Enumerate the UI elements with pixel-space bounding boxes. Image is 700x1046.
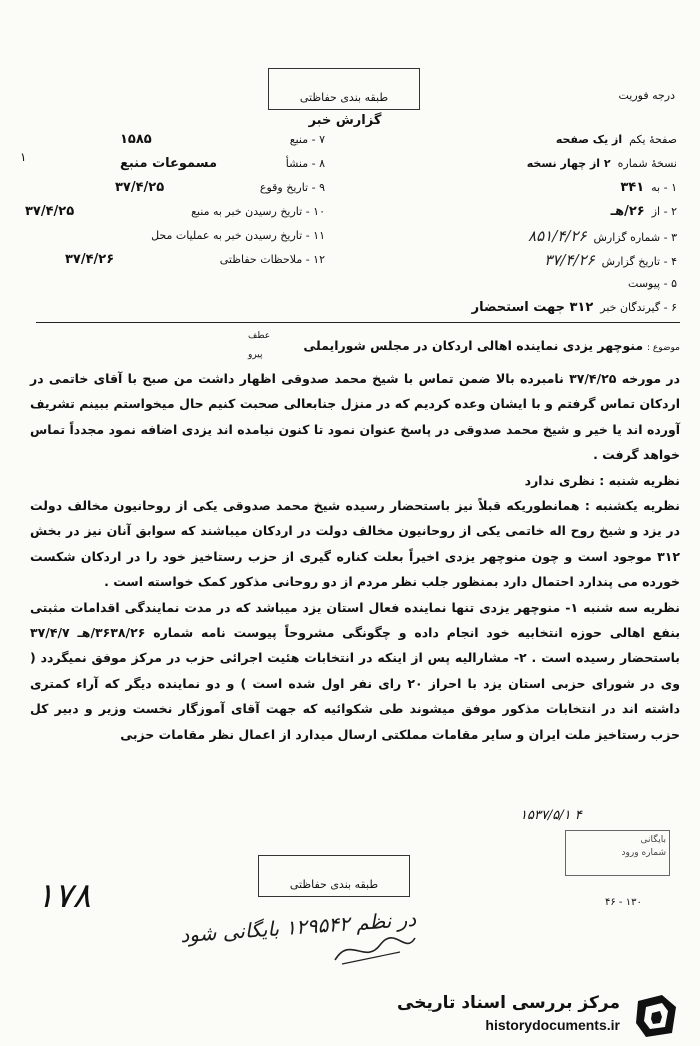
field-row <box>425 272 677 296</box>
field-row <box>20 200 325 224</box>
receipt-stamp <box>565 830 670 876</box>
handwritten-note: در نظم ۱۲۹۵۴۲ بایگانی شود <box>179 906 417 948</box>
page-number: ۱۷۸ <box>36 876 91 916</box>
classification-label: طبقه بندی حفاظتی <box>299 91 389 104</box>
field-row <box>20 176 325 200</box>
field-value: ۳۷/۴/۲۶ <box>65 252 115 267</box>
receipt-line-2: شماره ورود <box>621 848 666 858</box>
left-fields <box>20 128 325 272</box>
report-body <box>30 366 680 747</box>
field-row <box>425 296 677 320</box>
document-title: گزارش خبر <box>308 113 382 128</box>
field-value: ۳۴۱ <box>620 180 645 195</box>
priority-label: درجه فوریت <box>618 89 675 102</box>
date-stamp: ۱۵۳۷/۵/۱ ۴ <box>520 808 582 823</box>
field-row <box>425 128 677 152</box>
field-row <box>20 224 325 248</box>
paragraph-sunday: نظریه یکشنبه : همانطوریکه قبلاً نیز باستحضار رسیده شیخ محمد صدوقی یکی از روحانیون مخالف دولت در یزد و شیخ روح اله خاتمی یکی از روحانیون مخالف دولت در اردکان میباشند که سوابق آنان نیز در بخش ۳۱۲ موجود است و چون منوچهر یزدی اخیراً بعلت کناره گیری از حزب رستاخیز خود را در اردکان شکست خورده می پندارد احتمال دارد بمنظور جلب نظر مردم از دو روحانی مذکور کمک خواسته است . <box>30 498 680 590</box>
subject-text: منوچهر یزدی نماینده اهالی اردکان در مجلس شورایملی <box>303 338 644 353</box>
field-row <box>425 248 677 272</box>
subject-annot-top: عطف <box>248 331 271 341</box>
classification-stamp-top <box>268 68 420 110</box>
field-label: ۱۲ - ملاحظات حفاظتی <box>219 253 325 266</box>
reference-number: ۴۶ - ۱۳۰ <box>605 897 642 908</box>
field-label: نسخهٔ شماره <box>617 157 677 170</box>
paragraph-1: در مورخه ۳۷/۴/۲۵ نامبرده بالا ضمن تماس با شیخ محمد صدوقی اظهار داشت من صبح با آقای خاتمی در اردکان تماس گرفتم و با ایشان وعده کردیم که در منزل جنابعالی صحبت کنیم حال میخواستم ببینم تشریف آورده اند یا خیر و شیخ محمد صدوقی در پاسخ عنوان نمود تا کنون نیامده اند یزدی اضافه نمود مجدداً تماس خواهد گرفت . <box>30 371 680 463</box>
field-label: ۱ - به <box>651 181 677 194</box>
field-value: ۳۷/۴/۲۵ <box>25 204 75 219</box>
paragraph-tuesday: نظریه سه شنبه ۱- منوچهر یزدی تنها نماینده فعال استان یزد میباشد که در مدت نمایندگی اقدامات مثبتی بنفع اهالی حوزه انتخابیه خود انجام داده و چگونگی مشروحاً پیوست نامه شماره ۳۶۳۸/۲۶/هـ ۳۷/۴/۷ باستحضار رسیده است . ۲- مشارالیه پس از اینکه در انتخابات هئیت اجرائی حزب در مرکز موفق نمیگردد ( وی در شورای حزبی استان یزد با احراز ۲۰ رای نفر اول شده است ) و دو نماینده دیگر که آراء کمتری داشته اند در انتخابات مذکور موفق میشوند طی شکوائیه که جهت آقای آموزگار نخست وزیر و دبیر کل حزب رستاخیز ملت ایران و سایر مقامات مملکتی ارسال میدارد از اعمال نظر مقامات حزبی <box>30 599 681 742</box>
field-value: ۲۶/هـ <box>610 204 645 219</box>
field-label: ۲ - از <box>651 205 677 218</box>
right-fields <box>425 128 677 320</box>
field-value: مسموعات منبع <box>120 156 218 171</box>
field-label: ۱۱ - تاریخ رسیدن خبر به عملیات محل <box>151 229 325 242</box>
subject-label: موضوع : <box>646 343 680 353</box>
subject-line <box>240 338 680 353</box>
field-value: ۸۵۱/۴/۲۶ <box>528 227 587 245</box>
field-row <box>20 128 325 152</box>
field-label: ۱۰ - تاریخ رسیدن خبر به منبع <box>191 205 325 218</box>
field-row <box>20 152 325 176</box>
field-row <box>20 248 325 272</box>
watermark <box>397 991 690 1039</box>
header-divider <box>36 322 680 323</box>
field-row <box>425 224 677 248</box>
archive-logo-icon <box>632 993 682 1039</box>
receipt-line-1: بایگانی <box>640 835 666 845</box>
field-value: ۲ از چهار نسخه <box>526 157 611 170</box>
field-label: ۷ - منبع <box>289 133 325 146</box>
watermark-url: historydocuments.ir <box>485 1017 620 1033</box>
signature-scribble <box>330 930 420 970</box>
field-label: ۹ - تاریخ وقوع <box>259 181 325 194</box>
field-row <box>425 176 677 200</box>
field-label: ۶ - گیرندگان خبر <box>600 301 677 314</box>
paragraph-saturday: نظریه شنبه : نظری ندارد <box>524 472 680 488</box>
field-row <box>425 200 677 224</box>
classification-stamp-bottom <box>258 855 410 897</box>
field-label: ۸ - منشأ <box>285 157 325 170</box>
field-value: از یک صفحه <box>555 133 623 146</box>
classification-label-bottom: طبقه بندی حفاظتی <box>289 878 379 891</box>
field-value: ۳۷/۴/۲۶ <box>544 251 595 269</box>
field-label: ۵ - پیوست <box>628 277 677 290</box>
field-label: ۳ - شماره گزارش <box>593 231 677 244</box>
side-mark: ۱ <box>20 150 27 164</box>
field-value: ۱۵۸۵ <box>120 132 152 147</box>
field-label: صفحهٔ یکم <box>629 133 677 146</box>
field-value: ۳۱۲ جهت استحضار <box>471 300 594 315</box>
field-label: ۴ - تاریخ گزارش <box>601 255 677 268</box>
watermark-title: مرکز بررسی اسناد تاریخی <box>397 993 620 1013</box>
field-row <box>425 152 677 176</box>
subject-annot-bottom: پیرو <box>248 350 263 360</box>
field-value: ۳۷/۴/۲۵ <box>115 180 165 195</box>
